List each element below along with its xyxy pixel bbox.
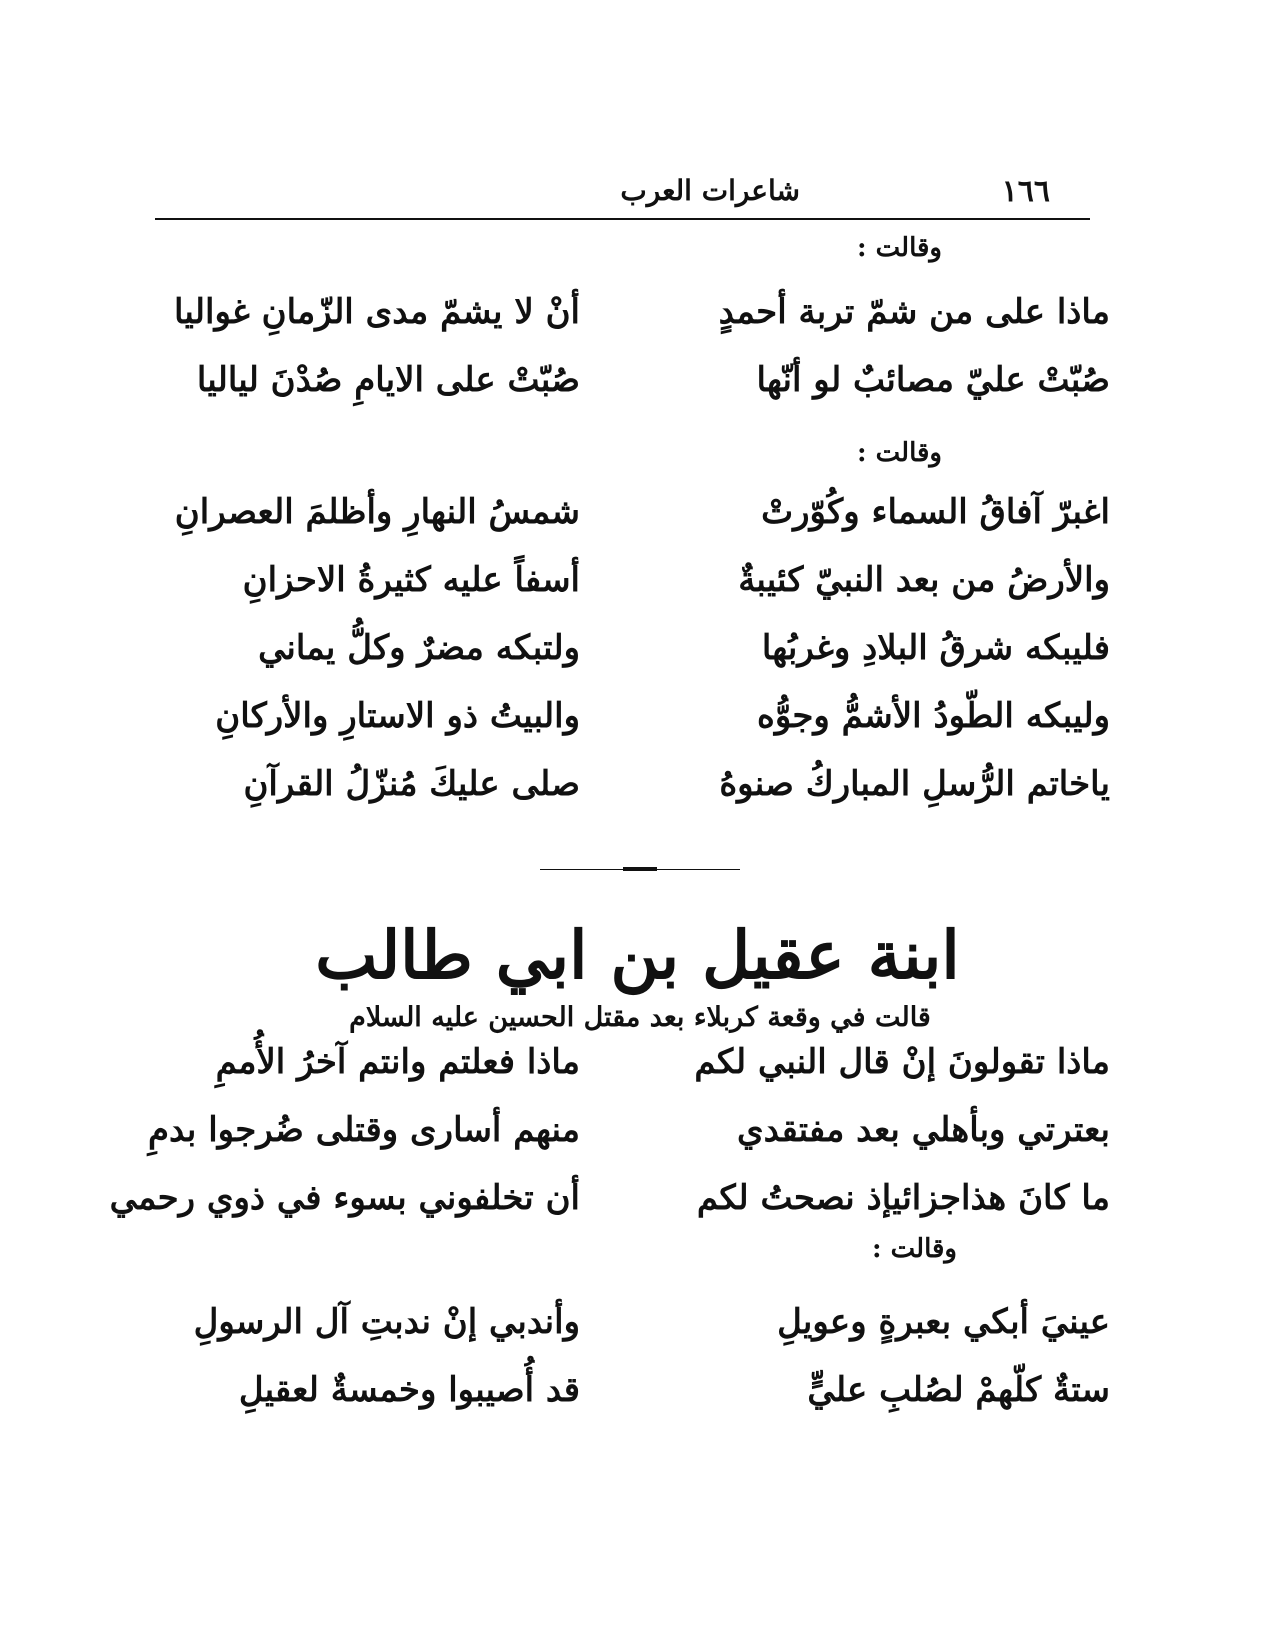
verse-second-hemistich: قد أُصيبوا وخمسةٌ لعقيلِ <box>238 1370 580 1410</box>
poem-label: وقالت : <box>856 438 942 468</box>
verse-second-hemistich: صلى عليكَ مُنزّلُ القرآنِ <box>243 764 580 804</box>
verse-second-hemistich: وأندبي إنْ ندبتِ آل الرسولِ <box>193 1302 580 1342</box>
verse-first-hemistich: عينيَ أبكي بعبرةٍ وعويلِ <box>777 1302 1110 1342</box>
verse <box>150 754 1110 822</box>
verse <box>150 482 1110 550</box>
poem-1 <box>150 282 1110 418</box>
verse-first-hemistich: وليبكه الطّودُ الأشمُّ وجوُّه <box>757 696 1110 736</box>
poet-title: ابنة عقيل بن ابي طالب <box>315 916 960 994</box>
section-divider-center <box>623 867 657 871</box>
verse <box>150 1100 1110 1168</box>
poem-label: وقالت : <box>871 1234 957 1264</box>
verse <box>150 1032 1110 1100</box>
verse-second-hemistich: صُبّتْ على الايامِ صُدْنَ لياليا <box>196 360 580 400</box>
poem-label: وقالت : <box>856 233 942 263</box>
running-title: شاعرات العرب <box>620 174 800 207</box>
verse-second-hemistich: ولتبكه مضرٌ وكلُّ يماني <box>258 628 580 668</box>
verse-first-hemistich: ستةٌ كلّهمْ لصُلبِ عليٍّ <box>807 1370 1110 1410</box>
section-divider <box>540 869 740 870</box>
header-rule <box>155 218 1090 220</box>
verse-first-hemistich: اغبرّ آفاقُ السماء وكُوّرتْ <box>761 492 1110 532</box>
verse-second-hemistich: منهم أسارى وقتلى ضُرجوا بدمِ <box>148 1110 580 1150</box>
verse <box>150 282 1110 350</box>
verse-second-hemistich: أن تخلفوني بسوء في ذوي رحمي <box>109 1178 580 1218</box>
verse <box>150 686 1110 754</box>
verse-second-hemistich: شمسُ النهارِ وأظلمَ العصرانِ <box>174 492 580 532</box>
poem-intro: قالت في وقعة كربلاء بعد مقتل الحسين عليه السلام <box>349 1002 931 1033</box>
verse-second-hemistich: والبيتُ ذو الاستارِ والأركانِ <box>215 696 580 736</box>
verse-second-hemistich: أنْ لا يشمّ مدى الزّمانِ غواليا <box>174 292 580 332</box>
verse-first-hemistich: ما كانَ هذاجزائيإذ نصحتُ لكم <box>696 1178 1110 1218</box>
verse-first-hemistich: بعترتي وبأهلي بعد مفتقدي <box>736 1110 1110 1150</box>
verse-first-hemistich: صُبّتْ عليّ مصائبٌ لو أنّها <box>756 360 1110 400</box>
verse-first-hemistich: والأرضُ من بعد النبيّ كئيبةٌ <box>738 560 1110 600</box>
verse <box>150 350 1110 418</box>
verse <box>150 1292 1110 1360</box>
verse-second-hemistich: أسفاً عليه كثيرةُ الاحزانِ <box>242 560 580 600</box>
verse <box>150 1360 1110 1428</box>
verse-first-hemistich: ماذا على من شمّ تربة أحمدٍ <box>718 292 1110 332</box>
verse-first-hemistich: فليبكه شرقُ البلادِ وغربُها <box>761 628 1110 668</box>
page-header <box>155 168 1090 216</box>
verse-first-hemistich: ياخاتم الرُّسلِ المباركُ صنوهُ <box>719 764 1110 804</box>
poem-3 <box>109 1032 1110 1236</box>
verse <box>150 550 1110 618</box>
verse-second-hemistich: ماذا فعلتم وانتم آخرُ الأُممِ <box>215 1042 580 1082</box>
poem-2 <box>150 482 1110 822</box>
verse <box>109 1168 1110 1236</box>
verse-first-hemistich: ماذا تقولونَ إنْ قال النبي لكم <box>694 1042 1110 1082</box>
page-number: ١٦٦ <box>1001 174 1050 209</box>
poem-4 <box>150 1292 1110 1428</box>
verse <box>150 618 1110 686</box>
